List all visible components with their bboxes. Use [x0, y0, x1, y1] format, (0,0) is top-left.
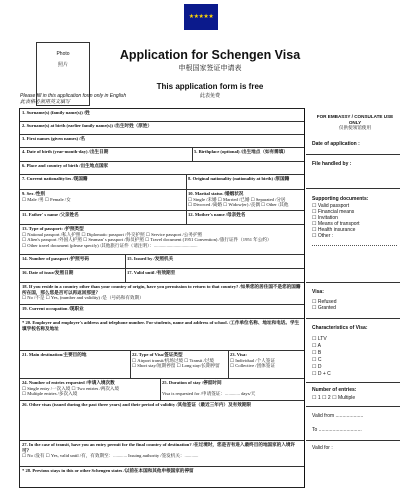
field-transit-permit[interactable] — [20, 441, 304, 467]
marital-options-1[interactable]: ☐ Single /未婚 ☐ Married /已婚 ☐ Separated /分居 — [188, 196, 286, 202]
characteristics-label: Characteristics of Visa: — [312, 325, 368, 331]
doc-means-of-transport[interactable]: ☐ Means of transport — [312, 221, 360, 227]
field-marital-status[interactable] — [186, 190, 304, 211]
divider — [306, 382, 400, 383]
doc-financial-means[interactable]: ☐ Financial means — [312, 209, 355, 215]
free-notice-cn: 此表免费 — [199, 94, 220, 99]
field-passport-type[interactable] — [20, 225, 304, 255]
marital-options-2[interactable]: ☐ Divorced /离婚 ☐ Widow(er) /丧偶 ☐ Other /其他 — [188, 202, 289, 208]
field-date-of-issue[interactable] — [20, 269, 125, 283]
char-b[interactable]: ☐ B — [312, 350, 322, 356]
official-header — [312, 114, 398, 131]
eu-flag-icon: ★★★★★ — [184, 4, 218, 30]
visa-kind-option-collective[interactable]: ☐ Collective /团体签证 — [230, 363, 275, 369]
sex-options[interactable]: ☐ Male /男 ☐ Female /女 — [22, 196, 71, 202]
field-previous-stays[interactable] — [20, 467, 304, 487]
field-sex-label: 9. Sex /性别 — [22, 191, 46, 196]
photo-label: Photo — [56, 51, 70, 57]
divider — [306, 282, 400, 283]
file-handled-label: File handled by : — [312, 161, 352, 167]
passport-type-options-3[interactable]: ☐ Other travel document (please specify) /其他旅行证件（请注明）：...................................... — [22, 242, 198, 248]
field-issued-by[interactable] — [125, 255, 304, 269]
divider — [306, 440, 400, 441]
entries-options-2[interactable]: ☐ Multiple entries /多次入境 — [22, 391, 78, 397]
field-entries-requested-label: 24. Number of entries requested /申请入境次数 — [22, 380, 115, 385]
field-father-name[interactable] — [20, 211, 186, 225]
doc-health-insurance[interactable]: ☐ Health insurance — [312, 227, 356, 233]
field-occupation[interactable] — [20, 305, 304, 319]
date-application-label: Date of application : — [312, 141, 360, 147]
field-employer[interactable] — [20, 319, 304, 351]
field-current-nationality[interactable] — [20, 175, 186, 190]
valid-for-field[interactable]: Valid for : — [312, 445, 333, 451]
application-form — [19, 108, 305, 488]
valid-to-field[interactable]: To ............................... — [312, 427, 362, 433]
field-father-name-label: 11. Father' s name /父亲姓名 — [22, 212, 79, 217]
field-duration-of-stay[interactable] — [160, 379, 304, 401]
field-surname-at-birth-label: 2. Surname(s) at birth (earlier family name(s)) /出生时姓（原姓） — [22, 123, 153, 128]
field-valid-until[interactable] — [125, 269, 304, 283]
doc-other[interactable]: ☐ Other : — [312, 233, 334, 239]
divider — [306, 406, 400, 407]
field-other-visas[interactable] — [20, 401, 304, 441]
field-place-country-birth[interactable] — [20, 162, 304, 175]
valid-from-field[interactable]: Valid from .................... — [312, 413, 364, 419]
field-birthplace-label: 5. Birthplace (optional) /出生地点（如有需填） — [194, 149, 288, 154]
field-date-of-birth-label: 4. Date of birth (year-month-day) /出生日期 — [22, 149, 109, 154]
field-sex[interactable] — [20, 190, 186, 211]
divider — [186, 175, 187, 190]
divider — [306, 188, 400, 189]
char-a[interactable]: ☐ A — [312, 343, 321, 349]
field-current-nationality-label: 7. Current nationality/ies /现国籍 — [22, 176, 88, 181]
char-ltv[interactable]: ☐ LTV — [312, 336, 327, 342]
english-note — [20, 93, 220, 105]
field-passport-type-label: 13. Type of passport: /护照类型 — [22, 226, 84, 231]
divider — [192, 148, 193, 162]
divider — [186, 190, 187, 211]
passport-type-options-1[interactable]: ☐ National passport /私人护照 ☐ Diplomatic passport /外交护照 ☐ Service passport /公务护照 — [22, 231, 203, 237]
divider — [160, 379, 161, 401]
official-header-cn: 仅供使领馆使用 — [338, 125, 372, 131]
field-occupation-label: 19. Current occupation /现职业 — [22, 306, 84, 311]
entries-options-1[interactable]: ☐ Single entry /一次入境 ☐ Two entries /两次入境 — [22, 385, 120, 391]
field-visa-type-label: 22. Type of Visa/签证类型 — [132, 352, 183, 357]
field-main-destination-label: 21. Main destination/主要目的地 — [22, 352, 87, 357]
field-mother-name-label: 12. Mother's name /母亲姓名 — [188, 212, 246, 217]
field-valid-until-label: 17. Valid until /有效期至 — [127, 270, 176, 275]
visa-type-options-1[interactable]: ☐ Airport transit/机场过境 ☐ Transit /过境 — [132, 357, 214, 363]
free-notice: This application form is free — [156, 82, 264, 91]
field-issued-by-label: 15. Issued by /发照机关 — [127, 256, 174, 261]
field-first-names[interactable] — [20, 135, 304, 148]
char-d-c[interactable]: ☐ D + C — [312, 371, 331, 377]
field-original-nationality-label: 8. Original nationality (nationality at birth) /原国籍 — [188, 176, 290, 181]
visa-granted[interactable]: ☐ Granted — [312, 305, 336, 311]
field-passport-number-label: 14. Number of passport /护照号码 — [22, 256, 89, 261]
entries-options[interactable]: ☐ 1 ☐ 2 ☐ Multiple — [312, 395, 356, 401]
entries-label: Number of entries: — [312, 387, 357, 393]
divider — [306, 318, 400, 319]
visa-kind-option-individual[interactable]: ☐ Individual /个人签证 — [230, 357, 275, 363]
page-title: Application for Schengen Visa — [119, 48, 301, 62]
field-residence-permission-label: 18. If you reside in a country other than your country of origin, have you permission to return to that country? /如果您的居住国不是您的国籍所在国，那么您是否可以再返回那里？ — [22, 284, 301, 295]
doc-valid-passport[interactable]: ☐ Valid passport — [312, 203, 350, 209]
field-other-visas-label: 26. Other visas (issued during the past three years) and their period of validity /其他签证（最近三年内）及有效期限 — [22, 402, 252, 407]
duration-line[interactable]: Visa is requested for /申请签证：............. days/天 — [162, 391, 256, 397]
residence-options[interactable]: ☐ No /不是 ☐ Yes, (number and validity) /是（号码和有效期） — [22, 295, 144, 301]
field-place-country-birth-label: 6. Place and country of birth /出生地点国家 — [22, 163, 109, 168]
visa-label: Visa: — [312, 289, 324, 295]
field-main-destination[interactable] — [20, 351, 130, 379]
page-title-cn: 申根国家签证申请表 — [178, 64, 242, 72]
field-employer-label: * 20. Employer and employer's address and telephone number. For students, name and address of school. /工作单位名称、地址和电话。学生填学校名称及地址 — [22, 320, 300, 331]
divider — [186, 211, 187, 225]
field-entries-requested[interactable] — [20, 379, 160, 401]
doc-invitation[interactable]: ☐ Invitation — [312, 215, 338, 221]
divider — [228, 351, 229, 379]
visa-refused[interactable]: ☐ Refused — [312, 299, 337, 305]
english-note-cn: 此表格必须用英文填写 — [20, 99, 71, 105]
passport-type-options-2[interactable]: ☐ Alien's passport /外国人护照 ☐ Seaman' s passport /海员护照 ☐ Travel document (1951 Convention) /旅行证件（1951 年公约） — [22, 237, 272, 243]
field-visa-kind-label: 23. Visa: — [230, 352, 247, 357]
field-duration-of-stay-label: 25. Duration of stay /停留时间 — [162, 380, 222, 385]
field-visa-type[interactable] — [130, 351, 228, 379]
field-passport-number[interactable] — [20, 255, 125, 269]
char-c[interactable]: ☐ C — [312, 357, 322, 363]
field-residence-permission[interactable] — [20, 283, 304, 305]
field-first-names-label: 3. First names (given names) /名 — [22, 136, 86, 141]
english-note-en: Please fill in this application form only in English — [20, 93, 127, 99]
field-surname[interactable] — [20, 109, 304, 122]
supporting-docs-label: Supporting documents: — [312, 196, 369, 202]
divider — [306, 154, 400, 155]
official-header-en: FOR EMBASSY / CONSULATE USE ONLY — [316, 114, 394, 125]
char-d[interactable]: ☐ D — [312, 364, 322, 370]
photo-label-cn: 照片 — [57, 62, 68, 68]
visa-type-options-2[interactable]: ☐ Short stay/短期停留 ☐ Long stay/长期停留 — [132, 363, 220, 369]
divider — [130, 351, 131, 379]
field-birthplace[interactable] — [192, 148, 304, 162]
field-date-of-issue-label: 16. Date of issue/发照日期 — [22, 270, 74, 275]
official-use-panel — [306, 108, 400, 486]
field-marital-status-label: 10. Marital status /婚姻状况 — [188, 191, 244, 196]
field-transit-permit-label: 27. In the case of transit, have you an entry permit for the final country of destination? /在过境时，您是否有进入最终目的地国家的入境许可？ — [22, 442, 296, 453]
field-visa-kind[interactable] — [228, 351, 304, 379]
transit-options[interactable]: ☐ No /没有 ☐ Yes, valid until /有，有效期至：............ Issuing authority /签发机关：............ — [22, 453, 199, 459]
field-date-of-birth[interactable] — [20, 148, 192, 162]
field-previous-stays-label: * 28. Previous stays in this or other Schengen states /以前在本国和其他申根国家的停留 — [22, 468, 194, 473]
field-mother-name[interactable] — [186, 211, 304, 225]
field-surname-at-birth[interactable] — [20, 122, 304, 135]
field-original-nationality[interactable] — [186, 175, 304, 190]
doc-other-line — [312, 245, 397, 246]
field-surname-label: 1. Surname(s) (family name(s)) /姓 — [22, 110, 90, 115]
